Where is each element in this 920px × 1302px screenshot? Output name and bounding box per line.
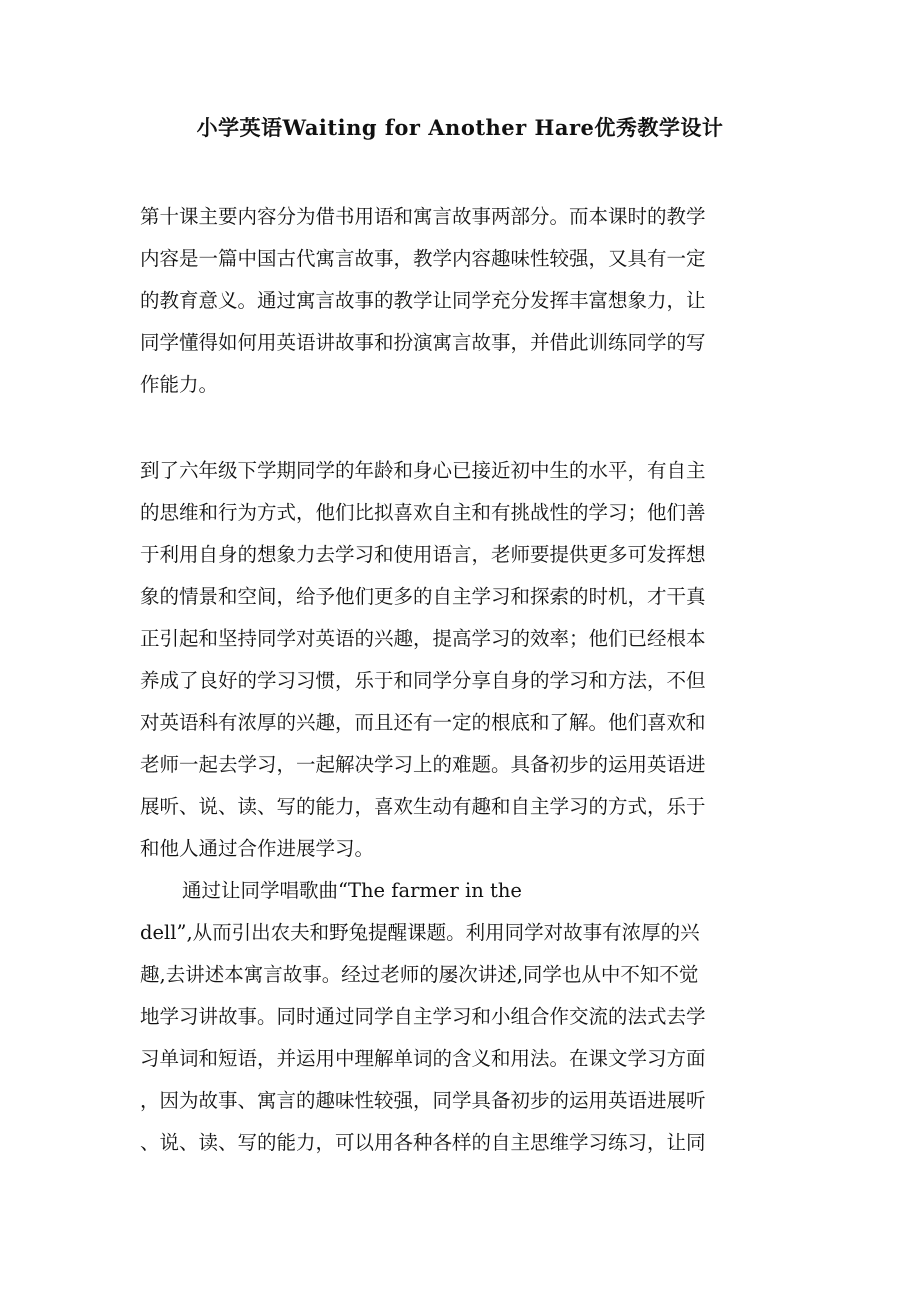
paragraph-line: 象的情景和空间，给予他们更多的自主学习和探索的时机，才干真 [140, 585, 706, 608]
paragraph-line: 作能力。 [140, 373, 219, 396]
paragraph-line: 老师一起去学习，一起解决学习上的难题。具备初步的运用英语进 [140, 753, 706, 776]
paragraph-line: 正引起和坚持同学对英语的兴趣，提高学习的效率；他们已经根本 [140, 627, 706, 650]
paragraph-line: 的教育意义。通过寓言故事的教学让同学充分发挥丰富想象力，让 [140, 289, 706, 312]
paragraph-line: 养成了良好的学习习惯，乐于和同学分享自身的学习和方法，不但 [140, 669, 706, 692]
paragraph-line: 于利用自身的想象力去学习和使用语言，老师要提供更多可发挥想 [140, 543, 706, 566]
paragraph-line: 对英语科有浓厚的兴趣，而且还有一定的根底和了解。他们喜欢和 [140, 711, 706, 734]
paragraph-line: 习单词和短语，并运用中理解单词的含义和用法。在课文学习方面 [140, 1047, 706, 1070]
paragraph-line: 到了六年级下学期同学的年龄和身心已接近初中生的水平，有自主 [140, 459, 706, 482]
paragraph-line: 的思维和行为方式，他们比拟喜欢自主和有挑战性的学习；他们善 [140, 501, 706, 524]
paragraph-teaching-method [140, 870, 790, 1164]
paragraph-line: 地学习讲故事。同时通过同学自主学习和小组合作交流的法式去学 [140, 1005, 706, 1028]
paragraph-line: 通过让同学唱歌曲“The farmer in the [182, 879, 522, 902]
paragraph-line: 趣,去讲述本寓言故事。经过老师的屡次讲述,同学也从中不知不觉 [140, 963, 699, 986]
paragraph-line: 第十课主要内容分为借书用语和寓言故事两部分。而本课时的教学 [140, 205, 706, 228]
paragraph-line: 展听、说、读、写的能力，喜欢生动有趣和自主学习的方式，乐于 [140, 795, 706, 818]
paragraph-line: 、说、读、写的能力，可以用各种各样的自主思维学习练习，让同 [140, 1131, 706, 1154]
paragraph-student-analysis [140, 450, 790, 870]
paragraph-line: 和他人通过合作进展学习。 [140, 837, 375, 860]
document-title: 小学英语Waiting for Another Hare优秀教学设计 [196, 115, 724, 140]
paragraph-line: 同学懂得如何用英语讲故事和扮演寓言故事，并借此训练同学的写 [140, 331, 706, 354]
paragraph-line: dell”,从而引出农夫和野兔提醒课题。利用同学对故事有浓厚的兴 [140, 921, 700, 944]
paragraph-intro [140, 196, 790, 406]
paragraph-line: 内容是一篇中国古代寓言故事，教学内容趣味性较强，又具有一定 [140, 247, 706, 270]
paragraph-line: ，因为故事、寓言的趣味性较强，同学具备初步的运用英语进展听 [140, 1089, 706, 1112]
